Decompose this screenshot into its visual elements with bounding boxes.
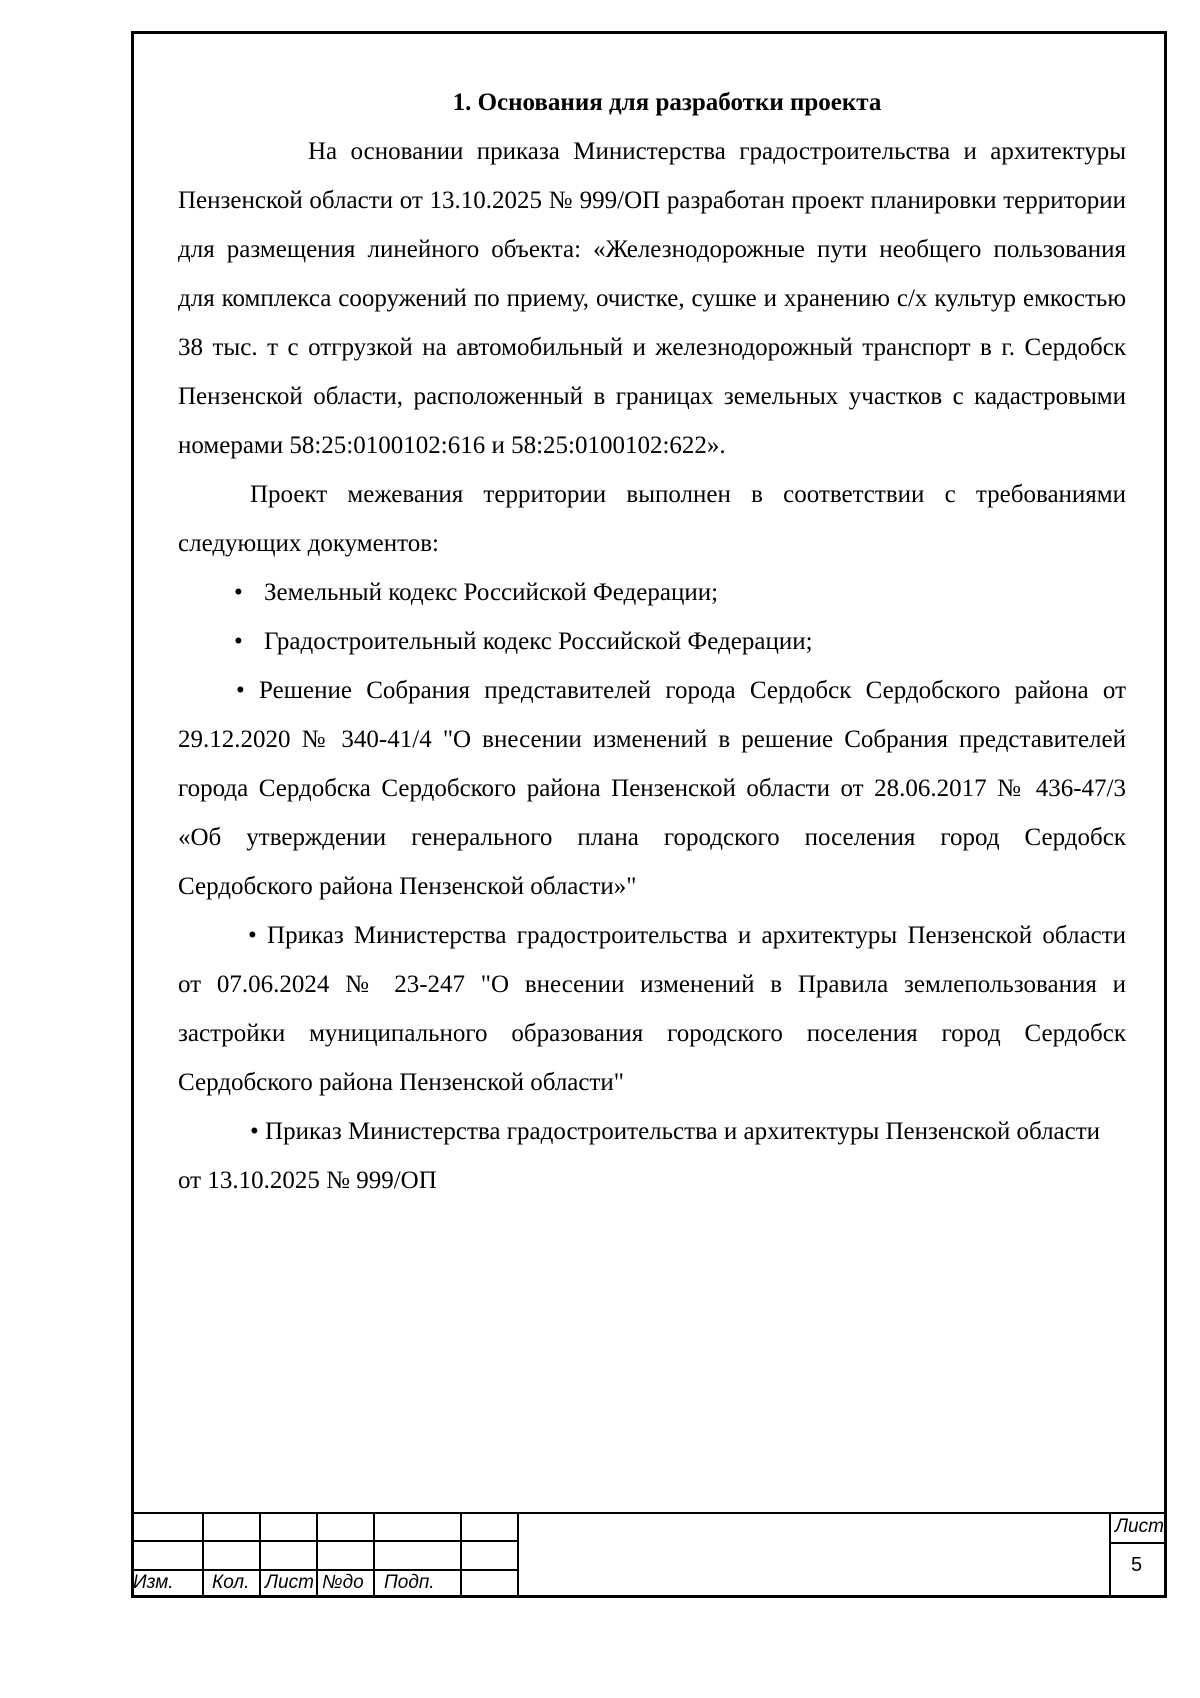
title-block bbox=[131, 1512, 1167, 1598]
sheet-label: Лист bbox=[1115, 1516, 1164, 1537]
list-item bbox=[178, 568, 1126, 617]
bullet-icon: • bbox=[250, 1118, 259, 1145]
stamp-col-line bbox=[1109, 1512, 1111, 1598]
paragraph-requirements: Проект межевания территории выполнен в соответствии с требованиями следующих документов: bbox=[178, 481, 1126, 557]
bullet-icon: • bbox=[234, 628, 243, 655]
document-body bbox=[178, 78, 1126, 1205]
bullet-icon: • bbox=[248, 922, 257, 949]
stamp-col-line bbox=[316, 1512, 318, 1598]
list-item bbox=[178, 617, 1126, 666]
sheet-box-line bbox=[1111, 1542, 1167, 1544]
stamp-top-line bbox=[131, 1512, 1167, 1514]
stamp-col-line bbox=[460, 1512, 462, 1598]
stamp-col-line bbox=[259, 1512, 261, 1598]
stamp-label-izm: Изм. bbox=[133, 1572, 174, 1593]
list-item-text: Решение Собрания представителей города Сердобск Сердобского района от 29.12.2020 № 340-41/4 "О внесении изменений в решение Собрания представителей города Сердобска Сердобского района Пензенской области от 28.06.2017 № 436-47/3 «Об утверждении генерального плана городского поселения город Сердобск Сердобского района Пензенской области»" bbox=[178, 677, 1127, 900]
stamp-col-line bbox=[202, 1512, 204, 1598]
sheet-number: 5 bbox=[1131, 1554, 1143, 1576]
list-item bbox=[178, 911, 1126, 1107]
stamp-col-line bbox=[373, 1512, 375, 1598]
stamp-label-kol: Кол. bbox=[212, 1572, 250, 1593]
list-item bbox=[178, 666, 1126, 911]
list-item-text: Приказ Министерства градостроительства и архитектуры Пензенской области от 13.10.2025 № 999/ОП bbox=[178, 1118, 1101, 1194]
list-item-text: Приказ Министерства градостроительства и архитектуры Пензенской области от 07.06.2024 № 23-247 "О внесении изменений в Правила землепользования и застройки муниципального образования городского поселения город Сердобск Сердобского района Пензенской области" bbox=[178, 922, 1126, 1096]
bullet-icon: • bbox=[234, 579, 243, 606]
stamp-label-podp: Подп. bbox=[384, 1572, 435, 1593]
list-item-text: Градостроительный кодекс Российской Федерации; bbox=[264, 628, 813, 655]
stamp-label-list: Лист bbox=[265, 1572, 314, 1593]
list-item bbox=[178, 1107, 1126, 1205]
list-item-text: Земельный кодекс Российской Федерации; bbox=[264, 579, 719, 606]
bullet-icon: • bbox=[236, 677, 245, 704]
stamp-label-ndoc: №до bbox=[322, 1572, 364, 1593]
section-heading: 1. Основания для разработки проекта bbox=[452, 89, 882, 116]
paragraph-basis: На основании приказа Министерства градостроительства и архитектуры Пензенской области от 13.10.2025 № 999/ОП разработан проект планировки территории для размещения линейного объекта: «Железнодорожные пути необщего пользования для комплекса сооружений по приему, очистке, сушке и хранению с/х культур емкостью 38 тыс. т с отгрузкой на автомобильный и железнодорожный транспорт в г. Сердобск Пензенской области, расположенный в границах земельных участков с кадастровыми номерами 58:25:0100102:616 и 58:25:0100102:622». bbox=[178, 138, 1126, 459]
stamp-col-line bbox=[517, 1512, 519, 1598]
